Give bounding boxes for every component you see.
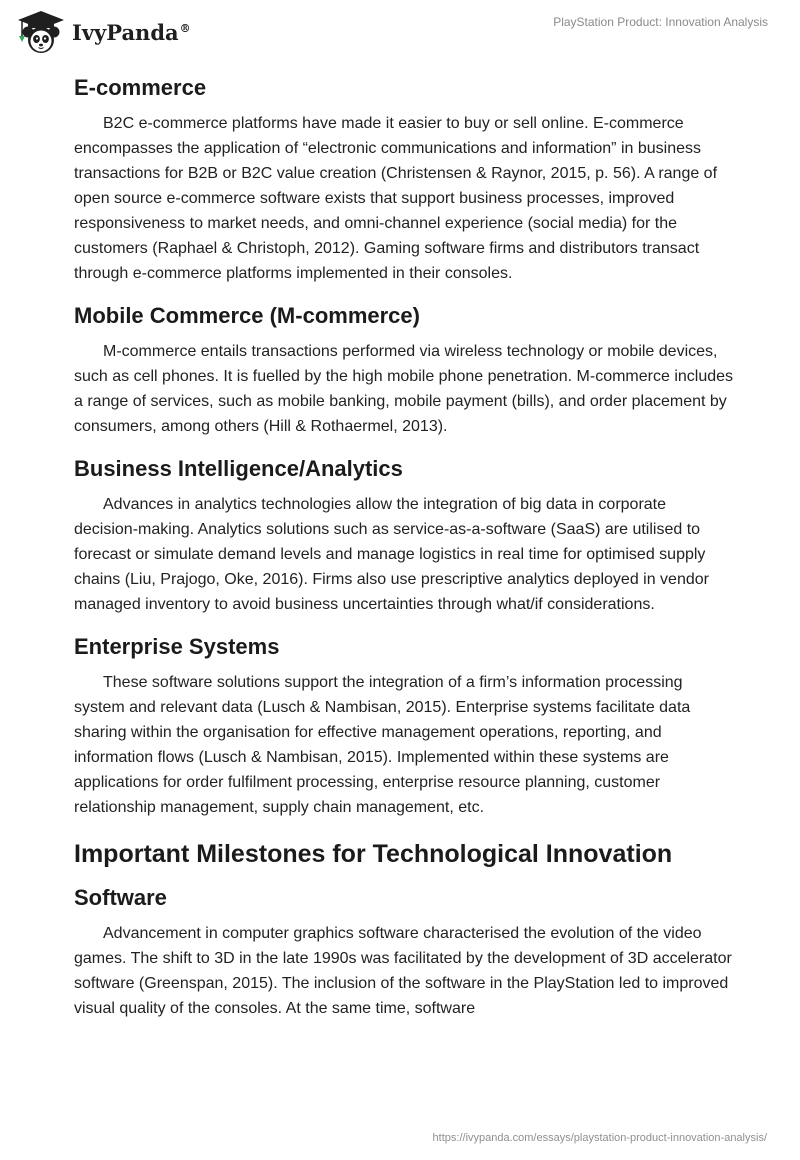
- section-heading: Business Intelligence/Analytics: [74, 456, 403, 481]
- document-running-title: PlayStation Product: Innovation Analysis: [553, 15, 768, 29]
- section-paragraph: These software solutions support the integration of a firm’s information processing system and relevant data (Lusch & Nambisan, 2015). Enterprise systems facilitate data sharing within the organisation for effective management operations, reporting, and information flows (Lusch & Nambisan, 2015). Implemented within these systems are applications for order fulfilment processing, enterprise resource planning, customer relationship management, supply chain management, etc.: [74, 674, 691, 816]
- section-paragraph: Advances in analytics technologies allow the integration of big data in corporate decision-making. Analytics solutions such as service-as-a-software (SaaS) are utilised to forecast or simulate demand levels and manage logistics in real time for optimised supply chains (Liu, Prajogo, Oke, 2016). Firms also use prescriptive analytics deployed in vendor managed inventory to avoid business uncertainties through what/if considerations.: [74, 496, 709, 613]
- section-heading: Software: [74, 885, 167, 910]
- panda-graduation-cap-icon: [16, 10, 66, 54]
- section-heading: Enterprise Systems: [74, 634, 280, 659]
- section-heading: E-commerce: [74, 75, 207, 100]
- ivypanda-logo[interactable]: [16, 10, 191, 54]
- section-ecommerce: [74, 70, 734, 286]
- section-enterprise-systems: [74, 629, 734, 820]
- section-business-intelligence: [74, 451, 734, 617]
- section-paragraph: Advancement in computer graphics software characterised the evolution of the video games. The shift to 3D in the late 1990s was facilitated by the development of 3D accelerator software (Greenspan, 2015). The inclusion of the software in the PlayStation led to improved visual quality of the consoles. At the same time, software: [74, 925, 732, 1017]
- section-heading: Mobile Commerce (M-commerce): [74, 303, 420, 328]
- section-paragraph: B2C e-commerce platforms have made it easier to buy or sell online. E-commerce encompasses the application of “electronic communications and information” in business transactions for B2B or B2C value creation (Christensen & Raynor, 2015, p. 56). A range of open source e-commerce software exists that support business processes, improved responsiveness to market needs, and omni-channel experience (social media) for the customers (Raphael & Christoph, 2012). Gaming software firms and distributors transact through e-commerce platforms implemented in their consoles.: [74, 115, 718, 282]
- section-mcommerce: [74, 298, 734, 439]
- essay-content: [74, 70, 734, 1021]
- page-header: [0, 0, 800, 70]
- section-software: [74, 880, 734, 1021]
- major-heading: Important Milestones for Technological Innovation: [74, 840, 673, 868]
- section-paragraph: M-commerce entails transactions performed via wireless technology or mobile devices, such as cell phones. It is fuelled by the high mobile phone penetration. M-commerce includes a range of services, such as mobile banking, mobile payment (bills), and order placement by consumers, among others (Hill & Rothaermel, 2013).: [74, 343, 734, 435]
- source-url-link[interactable]: https://ivypanda.com/essays/playstation-product-innovation-analysis/: [432, 1132, 767, 1144]
- logo-wordmark: IvyPanda®: [72, 19, 191, 45]
